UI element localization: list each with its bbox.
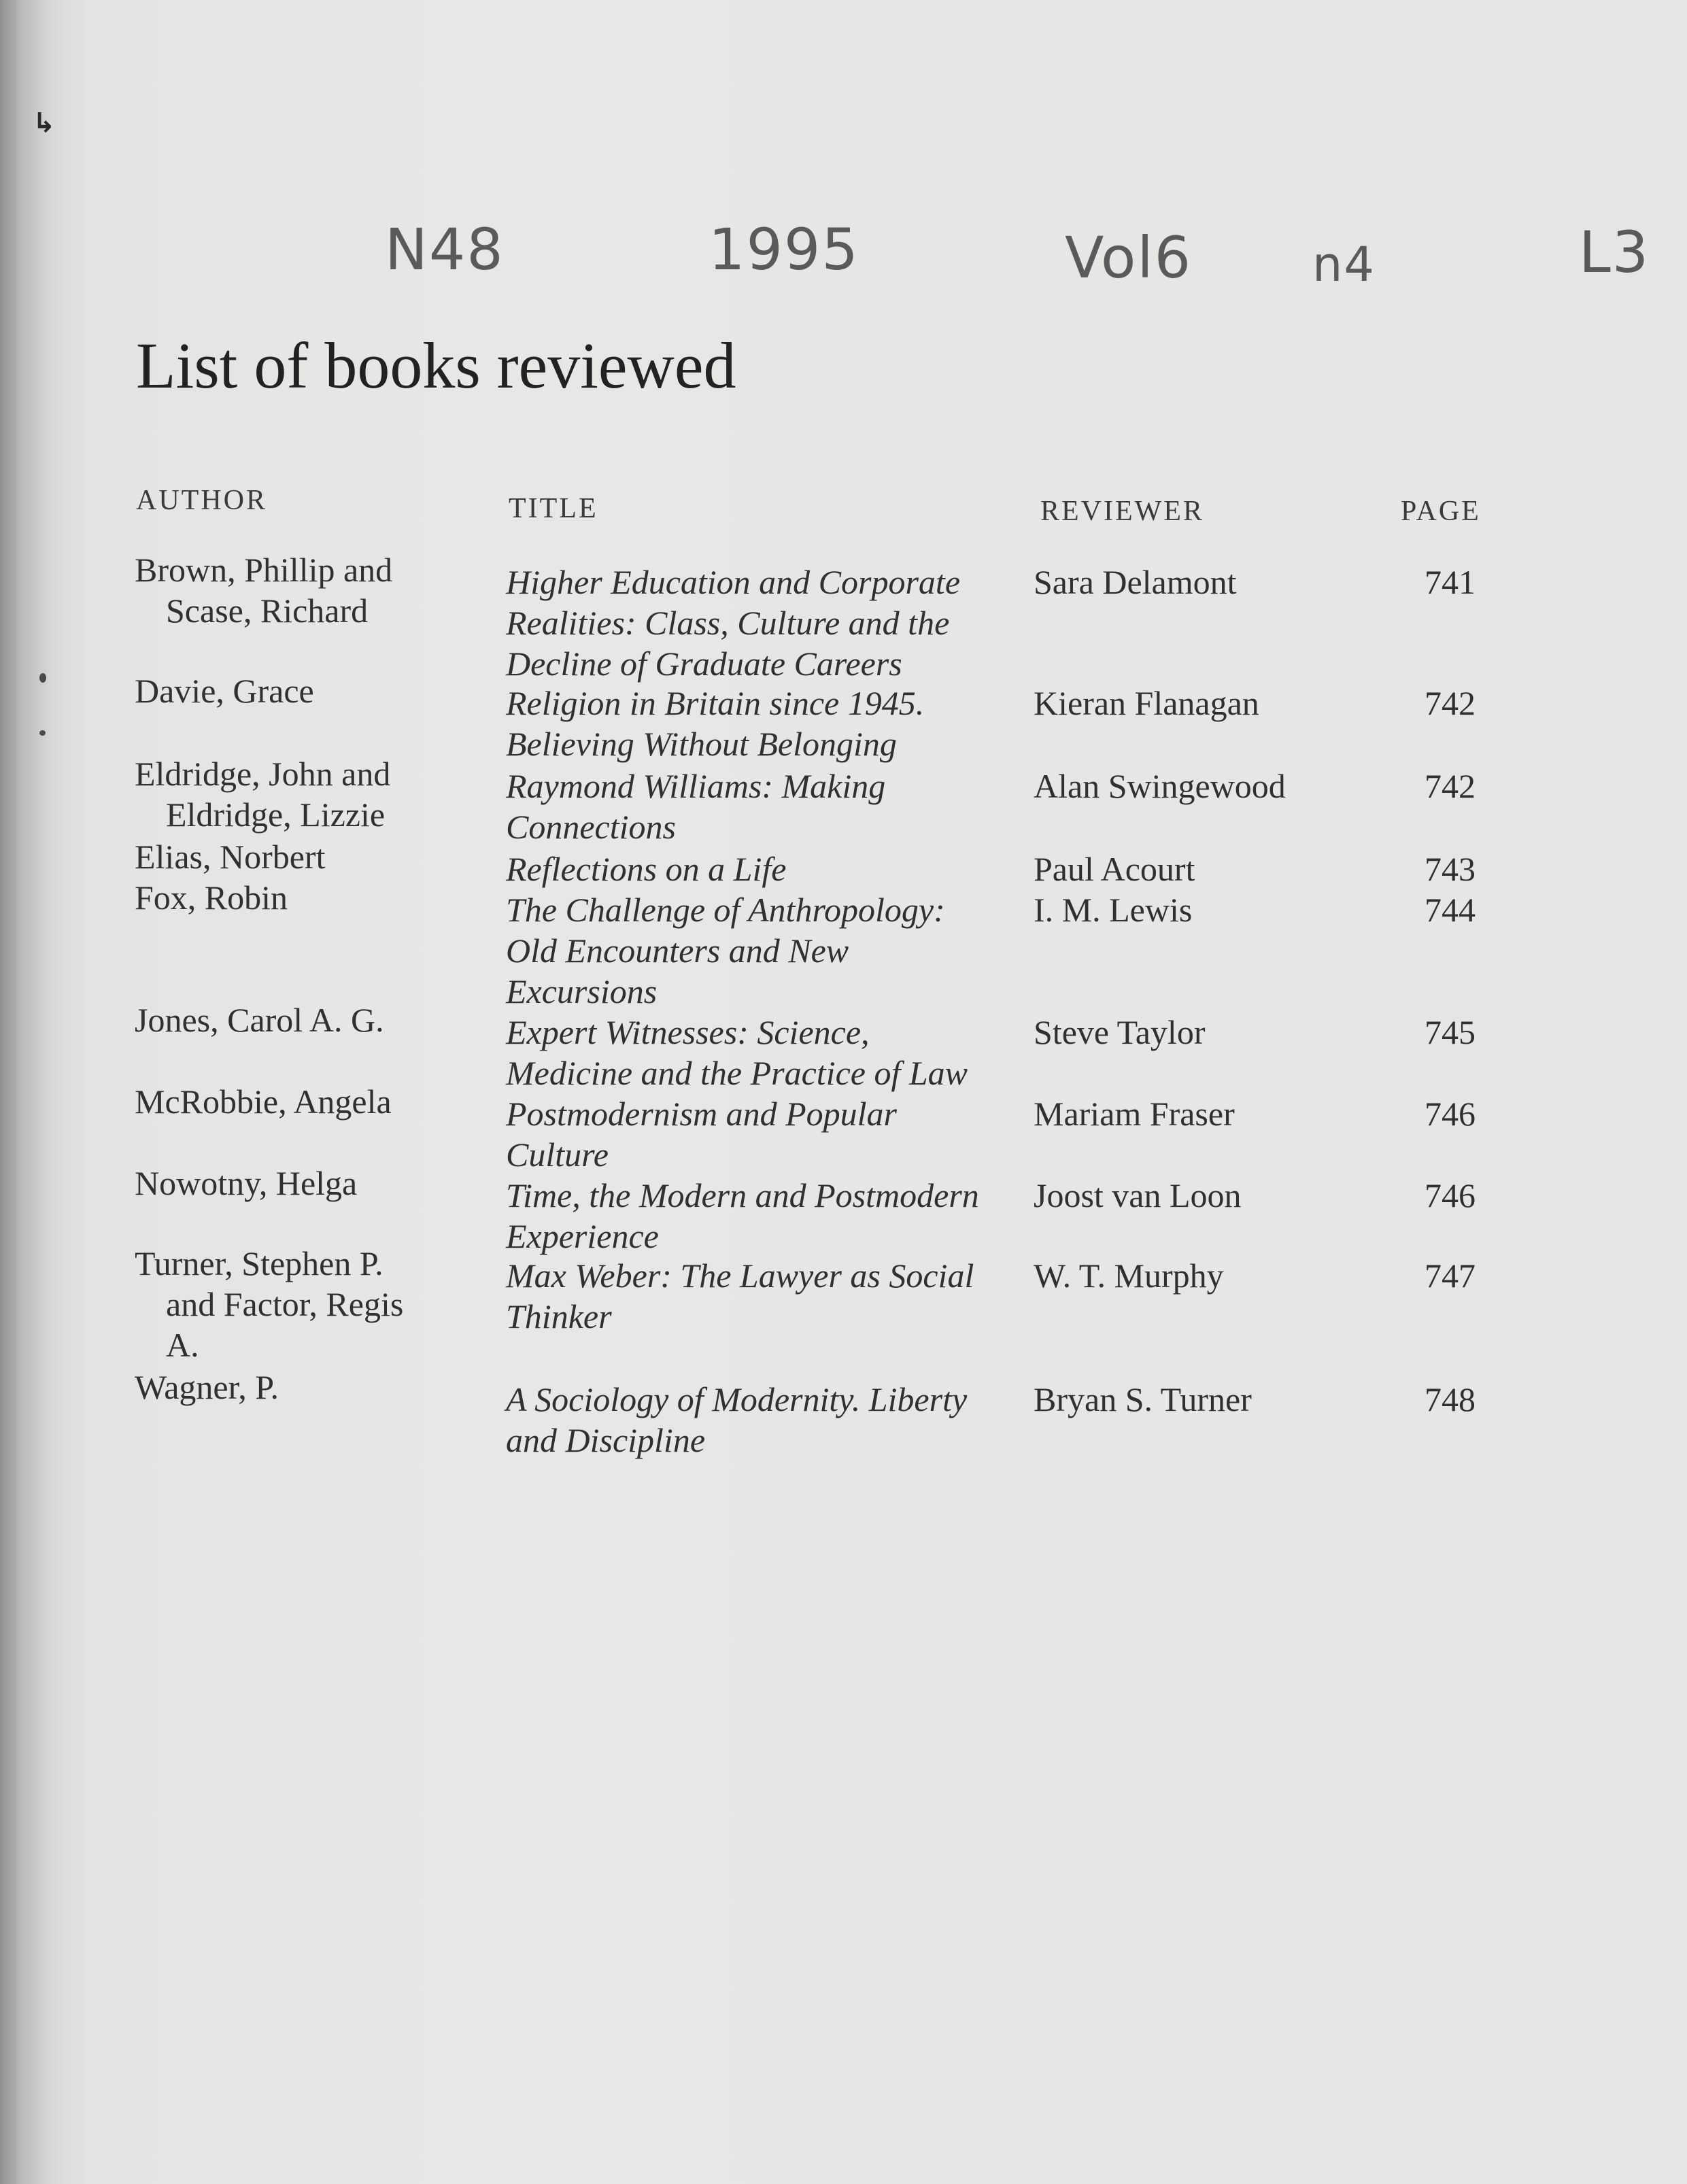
page-number-cell: 748 bbox=[1425, 1380, 1476, 1418]
title-line: Experience bbox=[506, 1217, 659, 1255]
author-line: and Factor, Regis bbox=[166, 1285, 404, 1323]
reviewer-cell: Steve Taylor bbox=[1034, 1013, 1206, 1051]
title-cell bbox=[506, 1379, 1009, 1461]
column-header-author: AUTHOR bbox=[136, 485, 267, 516]
author-cell bbox=[135, 877, 461, 918]
page-number-cell: 741 bbox=[1425, 563, 1476, 601]
author-line: Scase, Richard bbox=[166, 592, 369, 630]
page-number-cell: 746 bbox=[1425, 1095, 1476, 1133]
title-line: Max Weber: The Lawyer as Social bbox=[506, 1257, 974, 1295]
page-number-cell: 742 bbox=[1425, 684, 1476, 722]
title-line: Realities: Class, Culture and the bbox=[506, 604, 950, 642]
title-cell bbox=[506, 849, 1009, 889]
author-line: Turner, Stephen P. bbox=[135, 1244, 384, 1282]
author-line: Wagner, P. bbox=[135, 1368, 279, 1406]
title-line: Postmodernism and Popular bbox=[506, 1095, 897, 1133]
ink-speck bbox=[39, 673, 46, 683]
title-cell bbox=[506, 1255, 1009, 1337]
title-cell bbox=[506, 1175, 1009, 1257]
author-cell bbox=[135, 549, 461, 631]
author-line: Nowotny, Helga bbox=[135, 1164, 358, 1202]
author-line: Jones, Carol A. G. bbox=[135, 1001, 384, 1039]
author-line: Elias, Norbert bbox=[135, 838, 326, 876]
author-cell bbox=[135, 1163, 461, 1204]
title-line: Time, the Modern and Postmodern bbox=[506, 1176, 979, 1214]
author-line: Fox, Robin bbox=[135, 878, 288, 917]
ink-speck bbox=[39, 730, 46, 736]
title-line: Religion in Britain since 1945. bbox=[506, 684, 925, 722]
author-line: Eldridge, John and bbox=[135, 755, 391, 793]
title-line: Medicine and the Practice of Law bbox=[506, 1054, 968, 1092]
title-line: Higher Education and Corporate bbox=[506, 563, 961, 601]
reviewer-cell: Bryan S. Turner bbox=[1034, 1380, 1252, 1418]
column-header-page: PAGE bbox=[1401, 496, 1481, 527]
handwritten-note: 1995 bbox=[709, 216, 859, 283]
title-line: Old Encounters and New bbox=[506, 932, 849, 970]
title-line: Connections bbox=[506, 808, 676, 846]
author-cell bbox=[135, 670, 461, 711]
title-line: Excursions bbox=[506, 972, 658, 1010]
title-line: Believing Without Belonging bbox=[506, 725, 897, 763]
page-number-cell: 745 bbox=[1425, 1013, 1476, 1051]
handwritten-note: n4 bbox=[1312, 237, 1376, 292]
title-line: Raymond Williams: Making bbox=[506, 767, 886, 805]
title-cell bbox=[506, 889, 1009, 1012]
author-line: McRobbie, Angela bbox=[135, 1082, 392, 1121]
page-number-cell: 743 bbox=[1425, 850, 1476, 888]
author-cell bbox=[135, 753, 461, 835]
title-line: and Discipline bbox=[506, 1421, 706, 1459]
title-line: Decline of Graduate Careers bbox=[506, 645, 902, 683]
page-number-cell: 746 bbox=[1425, 1176, 1476, 1214]
reviewer-cell: Kieran Flanagan bbox=[1034, 684, 1259, 722]
title-cell bbox=[506, 683, 1009, 764]
column-header-reviewer: REVIEWER bbox=[1040, 496, 1204, 527]
author-line: Eldridge, Lizzie bbox=[166, 796, 386, 834]
reviewer-cell: Sara Delamont bbox=[1034, 563, 1237, 601]
handwritten-note: N48 bbox=[385, 216, 505, 283]
title-line: Reflections on a Life bbox=[506, 850, 787, 888]
author-line: A. bbox=[166, 1326, 199, 1364]
reviewer-cell: W. T. Murphy bbox=[1034, 1257, 1224, 1295]
handwritten-note: L3 bbox=[1579, 219, 1650, 286]
page-title: List of books reviewed bbox=[136, 329, 736, 402]
author-cell bbox=[135, 1000, 461, 1040]
reviewer-cell: Mariam Fraser bbox=[1034, 1095, 1235, 1133]
title-cell bbox=[506, 766, 1009, 847]
author-line: Davie, Grace bbox=[135, 672, 314, 710]
reviewer-cell: I. M. Lewis bbox=[1034, 891, 1193, 929]
author-cell bbox=[135, 1081, 461, 1122]
author-line: Brown, Phillip and bbox=[135, 551, 393, 589]
title-cell bbox=[506, 1012, 1009, 1093]
column-header-title: TITLE bbox=[509, 493, 598, 524]
title-cell bbox=[506, 1093, 1009, 1175]
title-line: Culture bbox=[506, 1136, 609, 1174]
author-cell bbox=[135, 1243, 461, 1365]
title-line: Expert Witnesses: Science, bbox=[506, 1013, 870, 1051]
reviewer-cell: Joost van Loon bbox=[1034, 1176, 1242, 1214]
title-line: Thinker bbox=[506, 1297, 612, 1335]
reviewer-cell: Alan Swingewood bbox=[1034, 767, 1286, 805]
author-cell bbox=[135, 836, 461, 877]
handwritten-note: Vol6 bbox=[1065, 224, 1193, 291]
margin-mark: ↳ bbox=[33, 107, 56, 139]
author-cell bbox=[135, 1367, 461, 1407]
page-number-cell: 742 bbox=[1425, 767, 1476, 805]
reviewer-cell: Paul Acourt bbox=[1034, 850, 1195, 888]
title-line: The Challenge of Anthropology: bbox=[506, 891, 945, 929]
page-binding-edge bbox=[12, 0, 16, 2184]
title-line: A Sociology of Modernity. Liberty bbox=[506, 1380, 968, 1418]
page-number-cell: 744 bbox=[1425, 891, 1476, 929]
page-number-cell: 747 bbox=[1425, 1257, 1476, 1295]
title-cell bbox=[506, 562, 1009, 684]
